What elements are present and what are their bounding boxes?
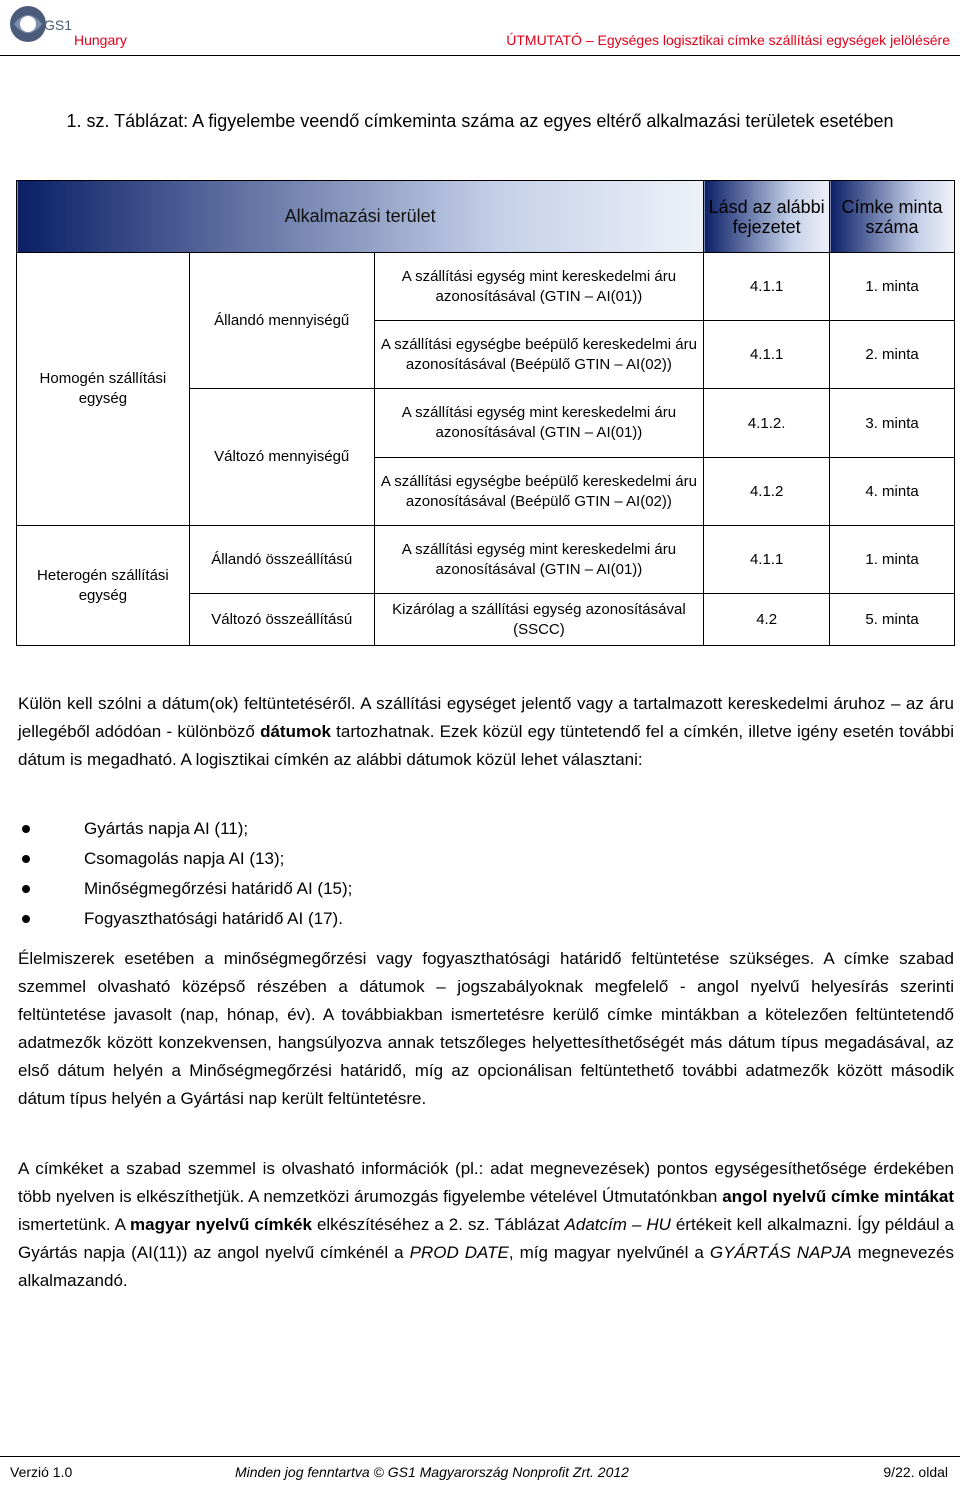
row-sample: 1. minta	[830, 526, 955, 594]
header-area: Alkalmazási terület	[17, 181, 704, 253]
list-item: Minőségmegőrzési határidő AI (15);	[84, 874, 352, 904]
application-area-table	[16, 180, 955, 646]
footer-rule	[0, 1456, 960, 1457]
list-item: Gyártás napja AI (11);	[84, 814, 352, 844]
header-ref: Lásd az alábbi fejezetet	[704, 181, 830, 253]
row-desc: A szállítási egységbe beépülő kereskedelmi áru azonosításával (Beépülő GTIN – AI(02))	[374, 321, 704, 389]
header-rule	[0, 55, 960, 56]
row-ref: 4.1.1	[704, 526, 830, 594]
paragraph-languages: A címkéket a szabad szemmel is olvasható információk (pl.: adat megnevezések) pontos egységesíthetősége érdekében több nyelven is elkészíthetjük. A nemzetközi árumozgás figyelembe vételével Útmutatónkban angol nyelvű címke mintákat ismertetünk. A magyar nyelvű címkék elkészítéséhez a 2. sz. Táblázat Adatcím – HU értékeit kell alkalmazni. Így például a Gyártás napja (AI(11)) az angol nyelvű címkénél a PROD DATE, míg magyar nyelvűnél a GYÁRTÁS NAPJA megnevezés alkalmazandó.	[18, 1159, 954, 1290]
sub-valtozo-osszeallitasu: Változó összeállítású	[189, 594, 374, 646]
document-title: ÚTMUTATÓ – Egységes logisztikai címke szállítási egységek jelölésére	[506, 32, 950, 48]
sub-allando-osszeallitasu: Állandó összeállítású	[189, 526, 374, 594]
row-desc: A szállítási egység mint kereskedelmi áru azonosításával (GTIN – AI(01))	[374, 253, 704, 321]
table-caption: 1. sz. Táblázat: A figyelembe veendő címkeminta száma az egyes eltérő alkalmazási területek esetében	[66, 111, 894, 131]
row-desc: A szállítási egységbe beépülő kereskedelmi áru azonosításával (Beépülő GTIN – AI(02))	[374, 458, 704, 526]
table-row	[17, 526, 955, 594]
gs1-logo	[8, 4, 72, 44]
row-desc: A szállítási egység mint kereskedelmi áru azonosításával (GTIN – AI(01))	[374, 389, 704, 458]
date-list	[84, 814, 352, 934]
table-row	[17, 253, 955, 321]
table-header-row	[17, 181, 955, 253]
row-sample: 5. minta	[830, 594, 955, 646]
list-item: Fogyaszthatósági határidő AI (17).	[84, 904, 352, 934]
footer-page-number: 9/22. oldal	[883, 1464, 948, 1480]
row-sample: 3. minta	[830, 389, 955, 458]
group-heterogen: Heterogén szállítási egység	[17, 526, 190, 646]
sub-allando-mennyisegu: Állandó mennyiségű	[189, 253, 374, 389]
row-ref: 4.2	[704, 594, 830, 646]
svg-text:GS1: GS1	[44, 17, 72, 33]
row-desc: Kizárólag a szállítási egység azonosításával (SSCC)	[374, 594, 704, 646]
footer-version: Verzió 1.0	[10, 1464, 73, 1480]
row-desc: A szállítási egység mint kereskedelmi áru azonosításával (GTIN – AI(01))	[374, 526, 704, 594]
group-homogen: Homogén szállítási egység	[17, 253, 190, 526]
header-sample: Címke minta száma	[830, 181, 955, 253]
row-ref: 4.1.1	[704, 253, 830, 321]
row-ref: 4.1.2	[704, 458, 830, 526]
row-ref: 4.1.2.	[704, 389, 830, 458]
sub-valtozo-mennyisegu: Változó mennyiségű	[189, 389, 374, 526]
paragraph-dates: Külön kell szólni a dátum(ok) feltüntetéséről. A szállítási egységet jelentő vagy a tartalmazott kereskedelmi áruhoz – az áru jellegéből adódóan - különböző dátumok tartozhatnak. Ezek közül egy tüntetendő fel a címkén, illetve igény esetén további dátum is megadható. A logisztikai címkén az alábbi dátumok közül lehet választani:	[18, 694, 954, 769]
list-item: Csomagolás napja AI (13);	[84, 844, 352, 874]
paragraph-food: Élelmiszerek esetében a minőségmegőrzési vagy fogyaszthatósági határidő feltüntetése szükséges. A címke szabad szemmel olvasható középső részében a dátumok – jogszabályoknak megfelelő - angol nyelvű helyesírás szerinti feltüntetése javasolt (nap, hónap, év). A továbbiakban ismertetésre kerülő címke mintákban a kötelezően feltüntetendő adatmezők között konzekvensen, hangsúlyozva annak tetszőleges helyettesíthetőségét más dátum típus megadásával, az első dátum helyén a Minőségmegőrzési határidő, míg az opcionálisan feltüntethető további adatmezők között második dátum típus helyén a Gyártási nap került feltüntetésre.	[18, 949, 954, 1108]
page-header	[0, 0, 960, 62]
row-sample: 2. minta	[830, 321, 955, 389]
footer-copyright: Minden jog fenntartva © GS1 Magyarország Nonprofit Zrt. 2012	[235, 1464, 629, 1480]
brand-name: Hungary	[74, 32, 127, 48]
row-ref: 4.1.1	[704, 321, 830, 389]
row-sample: 1. minta	[830, 253, 955, 321]
row-sample: 4. minta	[830, 458, 955, 526]
